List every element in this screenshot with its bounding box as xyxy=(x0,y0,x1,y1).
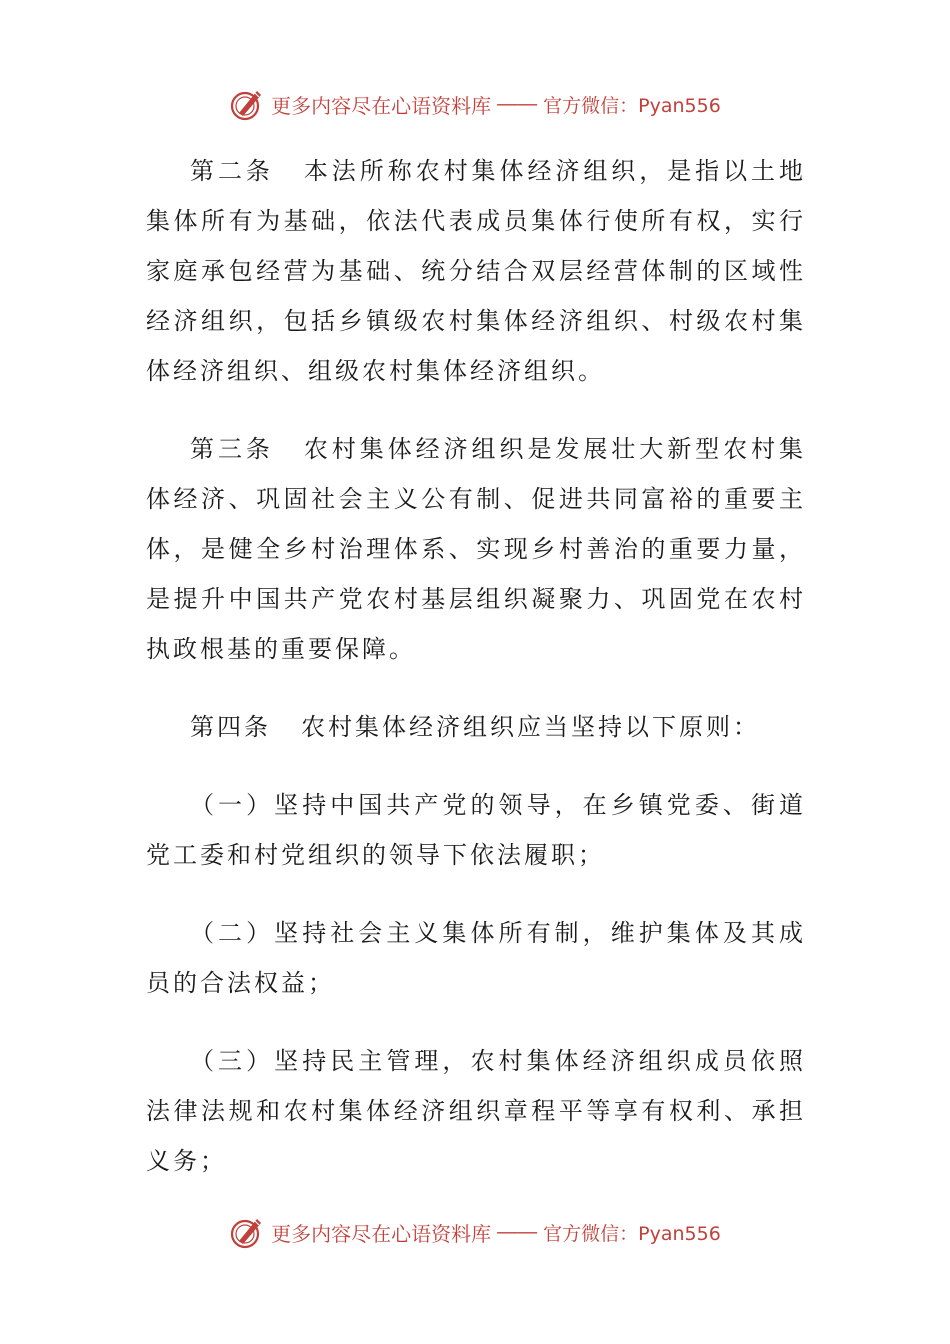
principle-item-2: （二）坚持社会主义集体所有制，维护集体及其成员的合法权益； xyxy=(146,919,806,997)
watermark-dash: —— xyxy=(497,92,538,115)
article-2 xyxy=(146,146,806,396)
article-text: 本法所称农村集体经济组织，是指以土地集体所有为基础，依法代表成员集体行使所有权，实行家庭承包经营为基础、统分结合双层经营体制的区域性经济组织，包括乡镇级农村集体经济组织、村级农村集体经济组织、组级农村集体经济组织。 xyxy=(146,157,807,385)
article-text: 农村集体经济组织应当坚持以下原则： xyxy=(301,713,760,741)
pen-nib-seal-icon xyxy=(229,86,265,122)
article-label: 第二条 xyxy=(190,157,274,185)
principle-item-3: （三）坚持民主管理，农村集体经济组织成员依照法律法规和农村集体经济组织章程平等享有权利、承担义务； xyxy=(146,1047,806,1175)
watermark-site-text: 更多内容尽在心语资料库 xyxy=(271,93,492,118)
watermark-footer xyxy=(0,1212,950,1252)
watermark-dash: —— xyxy=(497,1220,538,1243)
article-4 xyxy=(146,702,806,752)
article-3 xyxy=(146,424,806,674)
article-text: 农村集体经济组织是发展壮大新型农村集体经济、巩固社会主义公有制、促进共同富裕的重要主体，是健全乡村治理体系、实现乡村善治的重要力量，是提升中国共产党农村基层组织凝聚力、巩固党在农村执政根基的重要保障。 xyxy=(146,435,807,663)
article-label: 第四条 xyxy=(190,713,271,741)
pen-nib-seal-icon xyxy=(229,1214,265,1250)
article-label: 第三条 xyxy=(190,435,274,463)
watermark-contact-text: 官方微信：Pyan556 xyxy=(543,94,721,117)
principle-item-1: （一）坚持中国共产党的领导，在乡镇党委、街道党工委和村党组织的领导下依法履职； xyxy=(146,791,806,869)
document-body xyxy=(146,146,806,1214)
watermark-contact-text: 官方微信：Pyan556 xyxy=(543,1222,721,1245)
watermark-site-text: 更多内容尽在心语资料库 xyxy=(271,1221,492,1246)
watermark-header xyxy=(0,84,950,124)
